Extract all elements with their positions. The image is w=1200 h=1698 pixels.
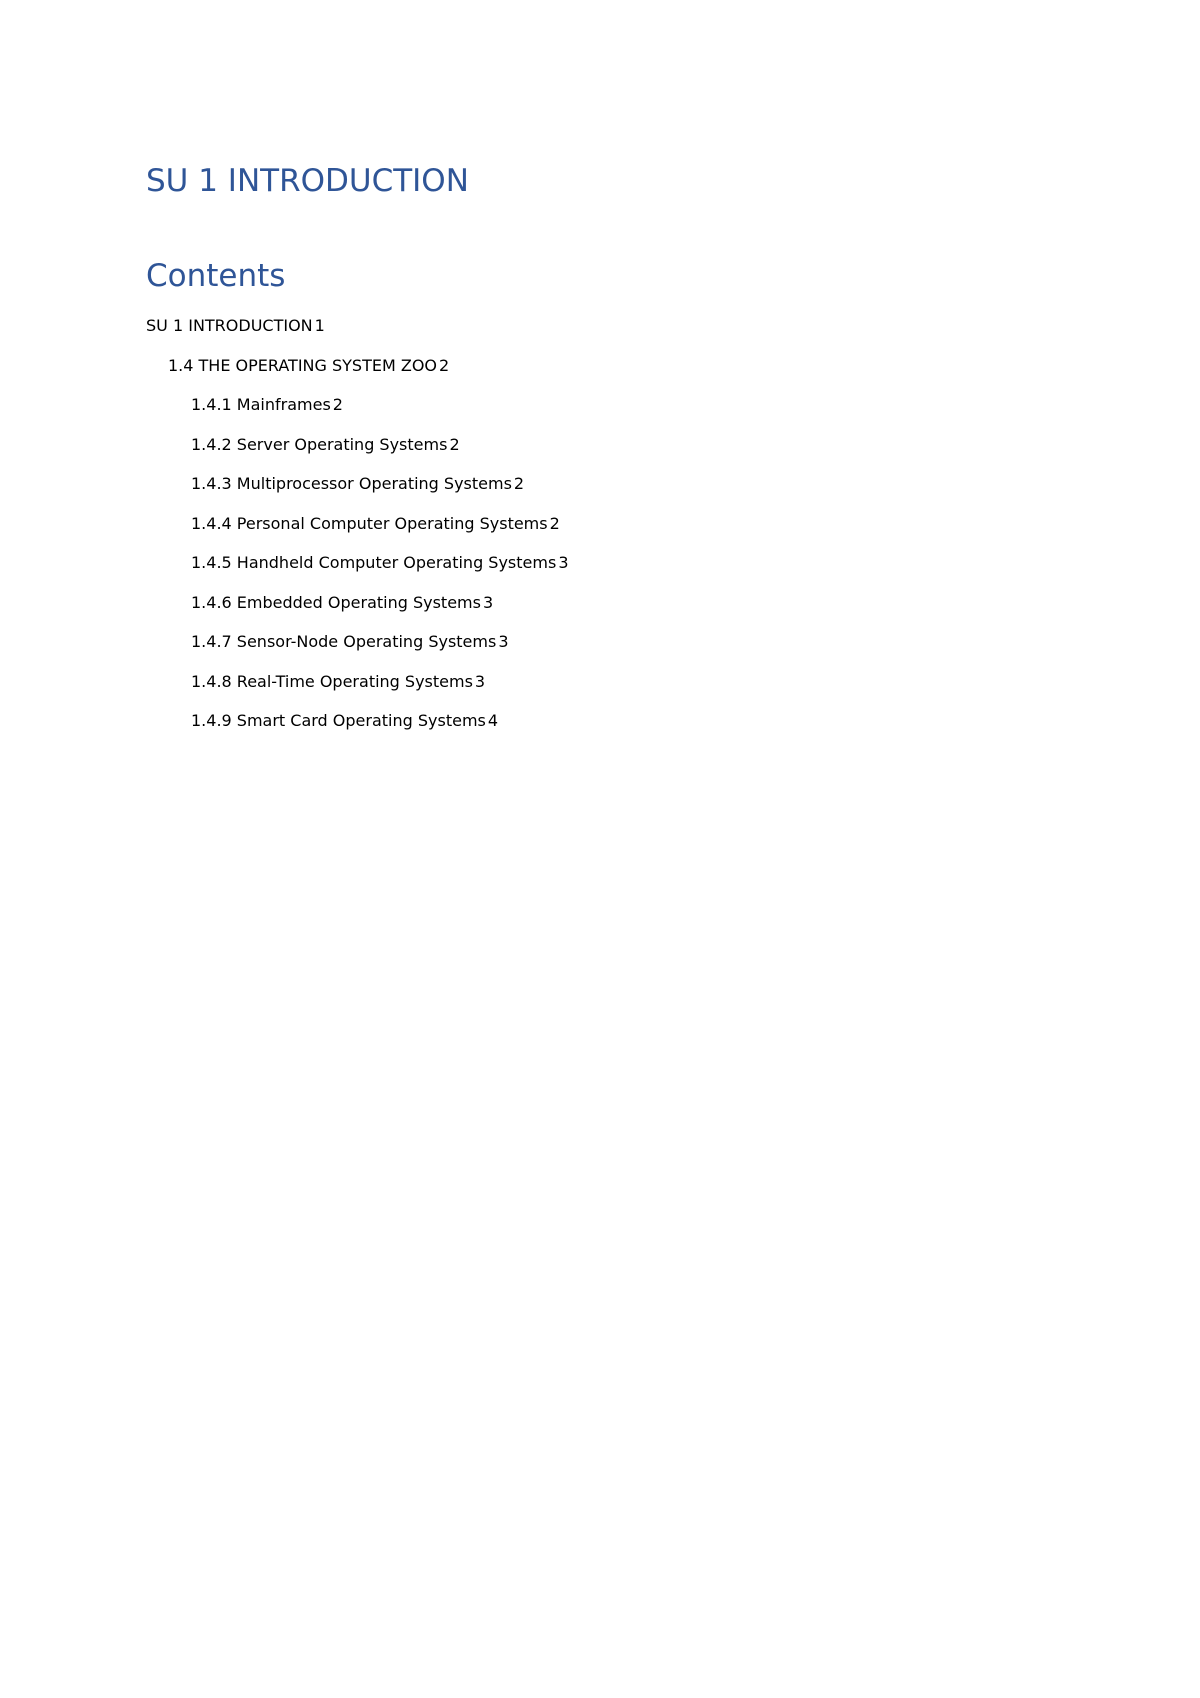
- toc-page-number: 3: [558, 553, 569, 572]
- toc-entry-label: 1.4.1 Mainframes: [191, 395, 331, 414]
- toc-entry-label: 1.4.6 Embedded Operating Systems: [191, 593, 481, 612]
- toc-page-number: 2: [332, 395, 343, 414]
- toc-page-number: 3: [498, 632, 509, 651]
- toc-page-number: 2: [449, 435, 460, 454]
- toc-entry-label: 1.4.2 Server Operating Systems: [191, 435, 448, 454]
- toc-entry-label: 1.4.5 Handheld Computer Operating Systems: [191, 553, 557, 572]
- toc-heading: Contents: [146, 258, 286, 294]
- toc-entry-label: 1.4.3 Multiprocessor Operating Systems: [191, 474, 512, 493]
- toc-entry-label: 1.4 THE OPERATING SYSTEM ZOO: [168, 356, 438, 375]
- toc-page-number: 4: [487, 711, 499, 730]
- toc-entry-label: 1.4.4 Personal Computer Operating Systems: [191, 514, 548, 533]
- toc-page-number: 3: [482, 593, 494, 612]
- toc-page-number: 2: [549, 514, 560, 533]
- toc-entry-label: 1.4.7 Sensor-Node Operating Systems: [191, 632, 497, 651]
- toc-entry-label: SU 1 INTRODUCTION: [146, 316, 313, 335]
- toc-entry-label: 1.4.8 Real-Time Operating Systems: [191, 672, 473, 691]
- toc-page-number: 2: [439, 356, 450, 375]
- toc-page-number: 1: [314, 316, 325, 335]
- toc-page-number: 2: [513, 474, 525, 493]
- toc-page-number: 3: [474, 672, 486, 691]
- toc-entry-label: 1.4.9 Smart Card Operating Systems: [191, 711, 486, 730]
- document-title: SU 1 INTRODUCTION: [146, 163, 469, 199]
